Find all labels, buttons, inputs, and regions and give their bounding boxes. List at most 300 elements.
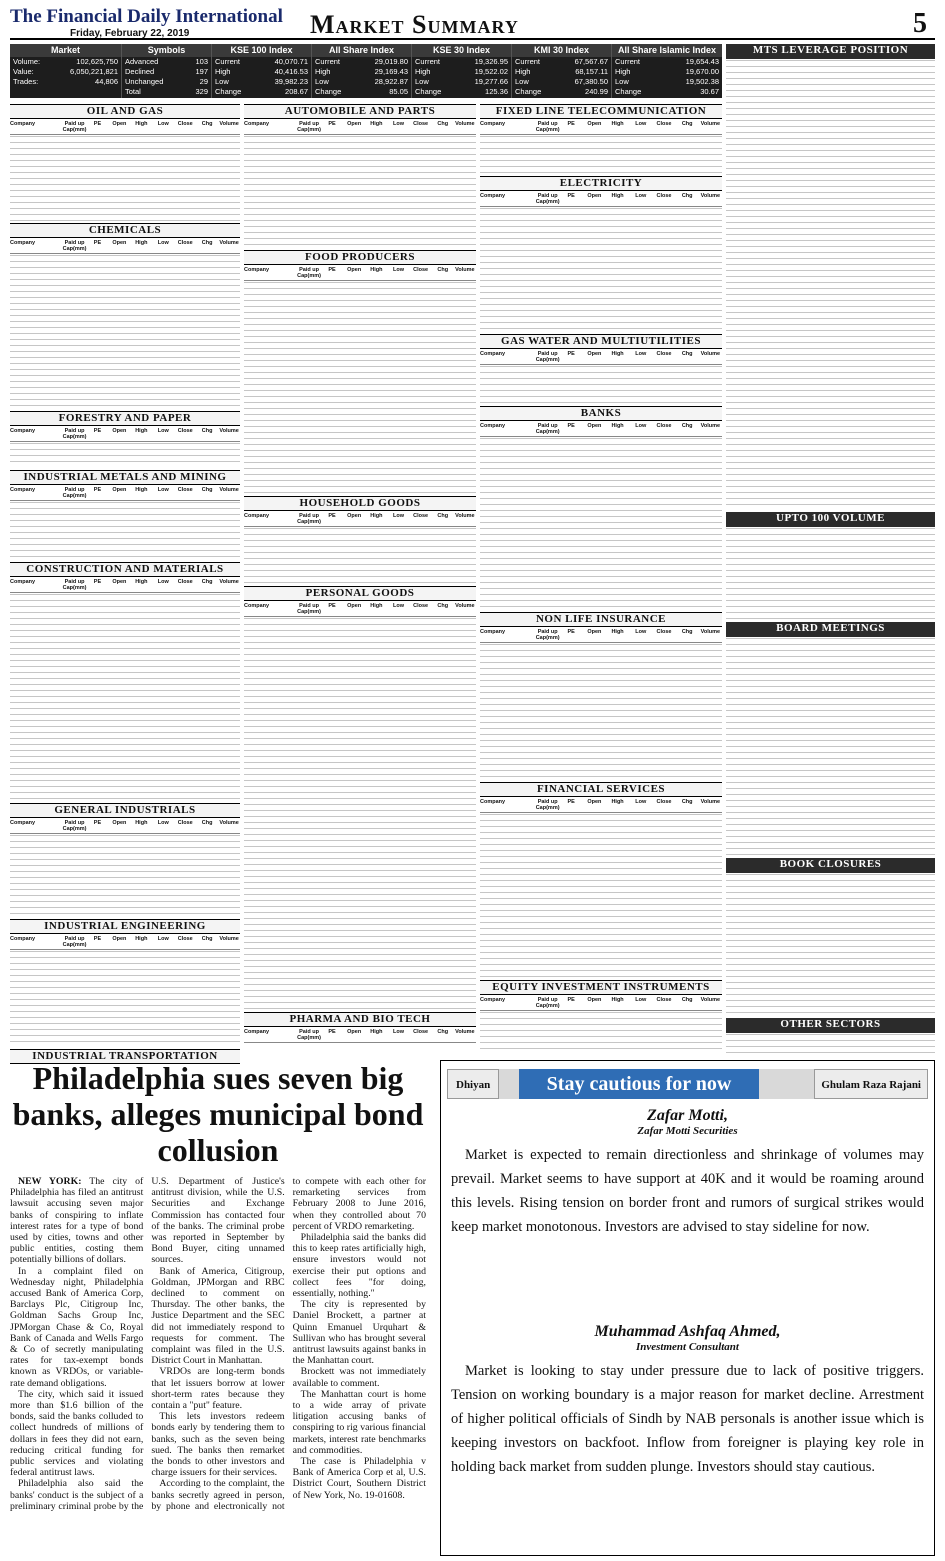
col: Volume xyxy=(700,193,721,199)
label: Value: xyxy=(13,67,34,76)
table-board-meetings xyxy=(726,638,935,856)
table-financial-services xyxy=(480,798,722,978)
page-number: 5 xyxy=(913,8,927,39)
label: Change xyxy=(615,87,642,96)
col: High xyxy=(611,997,624,1003)
value: 67,567.67 xyxy=(574,57,608,66)
section-pharma: PHARMA AND BIO TECH xyxy=(244,1012,476,1027)
section-other-sectors: OTHER SECTORS xyxy=(726,1018,935,1033)
label: Change xyxy=(215,87,242,96)
col: Close xyxy=(413,1029,429,1035)
col: Open xyxy=(587,121,602,127)
col: Open xyxy=(112,121,127,127)
table-gas-water xyxy=(480,350,722,404)
col: Open xyxy=(112,428,127,434)
article-paragraph: Bank of America, Citigroup, Goldman, JPMorgan and RBC declined to comment on Thursday. The other banks, the Justice Department and the SEC did not immediately respond to requests for comment. The complaint was filed in the U.S. District Court in Manhattan. xyxy=(151,1265,285,1367)
col: Company xyxy=(244,1029,270,1035)
table-rows xyxy=(726,874,935,1016)
table-rows xyxy=(480,644,722,780)
value: 197 xyxy=(195,67,208,76)
label: Trades: xyxy=(13,77,39,86)
col: Company xyxy=(480,423,506,429)
col: Low xyxy=(157,428,169,434)
col: Close xyxy=(656,799,672,805)
col: PE xyxy=(93,487,102,493)
col: PE xyxy=(328,121,336,127)
analyst-org: Zafar Motti Securities xyxy=(637,1125,738,1137)
column-banner xyxy=(447,1069,928,1099)
col: Close xyxy=(656,629,672,635)
article-paragraph: Philadelphia also said the banks' conduct is the subject of a preliminary criminal probe by the U.S. Department of Justice's antitrust division, while the U.S. Securities and Exchange Commission has contacted four of the banks. The criminal probe was reported in September by Bond Buyer, citing unnamed sources. xyxy=(10,1176,285,1512)
kse30-box-title: KSE 30 Index xyxy=(412,44,511,57)
table-mts-leverage xyxy=(726,60,935,510)
col: PE xyxy=(93,240,102,246)
col: High xyxy=(611,121,624,127)
label: Change xyxy=(315,87,342,96)
masthead xyxy=(10,6,935,40)
col: High xyxy=(370,1029,383,1035)
section-forestry-and-paper: FORESTRY AND PAPER xyxy=(10,411,240,426)
col: Open xyxy=(587,629,602,635)
col: Paid up Cap(mm) xyxy=(297,121,321,133)
label: Volume: xyxy=(13,57,41,66)
value: 67,380.50 xyxy=(574,77,608,86)
col: Close xyxy=(413,267,429,273)
col: Company xyxy=(480,121,506,127)
table-header xyxy=(10,578,240,593)
article-paragraph: This lets investors redeem bonds early by tendering them to banks, such as the seven being sued. The banks then remarket the bonds to other investors and charge issuers for their services. xyxy=(151,1411,285,1479)
col: Paid up Cap(mm) xyxy=(62,487,87,499)
col: PE xyxy=(328,603,336,609)
article-headline: Philadelphia sues seven big banks, alleges municipal bond collusion xyxy=(12,1060,424,1168)
label: Change xyxy=(415,87,442,96)
table-upto-100-volume xyxy=(726,528,935,620)
col: Company xyxy=(480,997,506,1003)
col: High xyxy=(611,351,624,357)
col: High xyxy=(135,487,148,493)
index-strip xyxy=(10,44,722,98)
col: High xyxy=(135,428,148,434)
table-banks xyxy=(480,422,722,610)
col: PE xyxy=(567,351,575,357)
table-automobile xyxy=(244,120,476,248)
label: High xyxy=(415,67,431,76)
value: 6,050,221,821 xyxy=(70,67,118,76)
value: 19,522.02 xyxy=(474,67,508,76)
label: Current xyxy=(415,57,441,66)
value: 125.36 xyxy=(485,87,508,96)
label: Current xyxy=(515,57,541,66)
value: 329 xyxy=(195,87,208,96)
col: Chg xyxy=(681,351,693,357)
col: High xyxy=(611,629,624,635)
col: Open xyxy=(112,487,127,493)
value: 44,806 xyxy=(95,77,118,86)
col: Paid up Cap(mm) xyxy=(62,579,87,591)
section-financial-services: FINANCIAL SERVICES xyxy=(480,782,722,797)
col: Low xyxy=(392,513,404,519)
col: Chg xyxy=(437,121,449,127)
col: Company xyxy=(10,579,36,585)
col: Volume xyxy=(700,629,721,635)
col: Paid up Cap(mm) xyxy=(297,513,321,525)
table-household-goods xyxy=(244,512,476,584)
col: Open xyxy=(347,513,362,519)
value: 19,277.66 xyxy=(474,77,508,86)
label: Low xyxy=(415,77,429,86)
column-byline: Ghulam Raza Rajani xyxy=(814,1069,928,1099)
col: Paid up Cap(mm) xyxy=(297,1029,321,1041)
article-paragraph xyxy=(10,1176,143,1266)
col: Open xyxy=(587,423,602,429)
table-rows xyxy=(480,1012,722,1052)
col: High xyxy=(370,121,383,127)
article-paragraph: Philadelphia said the banks did this to keep rates artificially high, ensure investors would not exercise their put options and collect fees "for doing, essentially, nothing." xyxy=(292,1232,426,1300)
col: High xyxy=(135,936,148,942)
col: Low xyxy=(157,579,169,585)
table-rows xyxy=(10,443,240,467)
col: PE xyxy=(567,121,575,127)
col: PE xyxy=(567,799,575,805)
analyst-org: Investment Consultant xyxy=(635,1341,739,1353)
col: Chg xyxy=(681,423,693,429)
table-general-industrials xyxy=(10,819,240,917)
col: Chg xyxy=(201,428,213,434)
value: 40,416.53 xyxy=(274,67,308,76)
symbols-box xyxy=(122,44,212,98)
market-box-title: Market xyxy=(10,44,121,57)
label: Low xyxy=(515,77,529,86)
page-title: Market Summary xyxy=(310,10,519,39)
table-header xyxy=(10,239,240,254)
value: 19,326.95 xyxy=(474,57,508,66)
col: Chg xyxy=(201,240,213,246)
table-rows xyxy=(244,282,476,494)
table-header xyxy=(480,798,722,813)
paper-name: The Financial Daily International xyxy=(10,6,283,27)
col: Volume xyxy=(455,267,475,273)
value: 102,625,750 xyxy=(76,57,118,66)
col: Close xyxy=(413,513,429,519)
col: Volume xyxy=(700,997,721,1003)
col: Chg xyxy=(681,193,693,199)
table-construction xyxy=(10,578,240,800)
value: 28,922.87 xyxy=(374,77,408,86)
table-header xyxy=(480,192,722,207)
col: Close xyxy=(177,936,193,942)
col: Low xyxy=(635,997,647,1003)
section-personal-goods: PERSONAL GOODS xyxy=(244,586,476,601)
label: Total xyxy=(125,87,141,96)
col: Paid up Cap(mm) xyxy=(535,193,560,205)
section-oil-and-gas: OIL AND GAS xyxy=(10,104,240,119)
label: Change xyxy=(515,87,542,96)
table-rows xyxy=(726,1034,935,1054)
table-rows xyxy=(726,528,935,620)
col: Open xyxy=(347,1029,362,1035)
col: Volume xyxy=(455,603,475,609)
label: Advanced xyxy=(125,57,159,66)
analyst-opinion: Market is expected to remain directionless and shrinkage of volumes may prevail. Market seems to have support at 40K and it would be roaming around this levels. Rising tension on border front and rumors of surgical strikes would keep market monotonous. Investors are advised to stay sideline for now. xyxy=(451,1147,924,1235)
value: 29,169.43 xyxy=(374,67,408,76)
article-paragraph: The city is represented by Daniel Brockett, a partner at Quinn Emanuel Urquhart & Sullivan who has brought several antitrust lawsuits against banks in the Manhattan court. xyxy=(292,1299,426,1367)
table-rows xyxy=(10,136,240,222)
table-rows xyxy=(244,136,476,248)
table-forestry-and-paper xyxy=(10,427,240,467)
table-oil-and-gas xyxy=(10,120,240,222)
table-header xyxy=(244,120,476,135)
col: High xyxy=(135,820,148,826)
col: Chg xyxy=(437,267,449,273)
col: Chg xyxy=(681,629,693,635)
column-tag: Dhiyan xyxy=(447,1069,499,1099)
col: Close xyxy=(177,820,193,826)
col: Volume xyxy=(455,1029,475,1035)
col: Close xyxy=(656,423,672,429)
table-header xyxy=(244,512,476,527)
col: Company xyxy=(10,121,36,127)
col: Open xyxy=(347,603,362,609)
table-rows xyxy=(244,528,476,584)
allshare-box-title: All Share Index xyxy=(312,44,411,57)
table-header xyxy=(10,120,240,135)
col: Company xyxy=(244,121,270,127)
col: Open xyxy=(112,820,127,826)
col: Paid up Cap(mm) xyxy=(62,428,87,440)
col: Close xyxy=(177,121,193,127)
value: 68,157.11 xyxy=(575,67,608,76)
value: 39,982.23 xyxy=(274,77,308,86)
table-header xyxy=(10,486,240,501)
col: Company xyxy=(244,267,270,273)
table-rows xyxy=(10,255,240,409)
col: PE xyxy=(328,513,336,519)
table-other-sectors xyxy=(726,1034,935,1054)
value: 19,654.43 xyxy=(685,57,719,66)
col: Low xyxy=(157,240,169,246)
table-rows xyxy=(244,618,476,1010)
table-fixed-line-telecom xyxy=(480,120,722,174)
col: Paid up Cap(mm) xyxy=(535,351,560,363)
col: Low xyxy=(635,121,647,127)
col: Volume xyxy=(455,121,475,127)
col: Volume xyxy=(219,428,239,434)
table-header xyxy=(480,350,722,365)
col: Company xyxy=(10,936,36,942)
col: Chg xyxy=(201,936,213,942)
col: High xyxy=(135,240,148,246)
section-food-producers: FOOD PRODUCERS xyxy=(244,250,476,265)
allshare-islamic-box xyxy=(612,44,722,98)
table-header xyxy=(244,266,476,281)
label: Current xyxy=(615,57,641,66)
col: Volume xyxy=(219,579,239,585)
col: Close xyxy=(413,603,429,609)
col: Open xyxy=(112,936,127,942)
col: PE xyxy=(93,579,102,585)
col: Company xyxy=(480,351,506,357)
col: PE xyxy=(93,936,102,942)
analyst-credit xyxy=(441,1107,934,1137)
col: Paid up Cap(mm) xyxy=(535,997,560,1009)
section-electricity: ELECTRICITY xyxy=(480,176,722,191)
table-rows xyxy=(10,502,240,560)
value: 85.05 xyxy=(389,87,408,96)
value: 208.67 xyxy=(285,87,308,96)
col: High xyxy=(370,603,383,609)
col: Chg xyxy=(201,487,213,493)
col: Close xyxy=(177,579,193,585)
col: Open xyxy=(347,267,362,273)
analyst-name: Zafar Motti, xyxy=(647,1107,728,1124)
allshare-islamic-box-title: All Share Islamic Index xyxy=(612,44,722,57)
col: Paid up Cap(mm) xyxy=(297,603,321,615)
col: Company xyxy=(244,513,270,519)
article-body xyxy=(10,1176,426,1512)
table-header xyxy=(244,602,476,617)
table-rows xyxy=(726,638,935,856)
col: Chg xyxy=(201,121,213,127)
analyst-section-2 xyxy=(441,1323,934,1479)
col: Volume xyxy=(455,513,475,519)
section-household-goods: HOUSEHOLD GOODS xyxy=(244,496,476,511)
table-header xyxy=(10,935,240,950)
kse30-box xyxy=(412,44,512,98)
col: Chg xyxy=(437,1029,449,1035)
section-non-life-insurance: NON LIFE INSURANCE xyxy=(480,612,722,627)
dateline: NEW YORK: xyxy=(18,1176,82,1187)
col: Volume xyxy=(219,487,239,493)
col: Low xyxy=(157,121,169,127)
section-automobile: AUTOMOBILE AND PARTS xyxy=(244,104,476,119)
col: Open xyxy=(587,351,602,357)
col: Paid up Cap(mm) xyxy=(62,240,87,252)
section-fixed-line-telecom: FIXED LINE TELECOMMUNICATION xyxy=(480,104,722,119)
col: High xyxy=(611,193,624,199)
col: PE xyxy=(328,267,336,273)
col: Company xyxy=(244,603,270,609)
table-equity-investment xyxy=(480,996,722,1052)
article-paragraph: VRDOs are long-term bonds that let issuers borrow at lower short-term rates because they contain a "put" feature. xyxy=(151,1366,285,1412)
section-gas-water: GAS WATER AND MULTIUTILITIES xyxy=(480,334,722,349)
col: Paid up Cap(mm) xyxy=(62,121,87,133)
col: Volume xyxy=(219,820,239,826)
col: Close xyxy=(177,428,193,434)
col: Chg xyxy=(201,579,213,585)
col: Close xyxy=(656,193,672,199)
section-book-closures: BOOK CLOSURES xyxy=(726,858,935,873)
col: Paid up Cap(mm) xyxy=(62,820,87,832)
col: Company xyxy=(10,487,36,493)
value: 40,070.71 xyxy=(274,57,308,66)
table-rows xyxy=(480,208,722,332)
value: 29,019.80 xyxy=(374,57,408,66)
label: Low xyxy=(215,77,229,86)
col: Low xyxy=(157,936,169,942)
table-food-producers xyxy=(244,266,476,494)
value: 29 xyxy=(199,77,208,86)
issue-date: Friday, February 22, 2019 xyxy=(70,28,190,39)
table-industrial-engineering xyxy=(10,935,240,1047)
col: Low xyxy=(392,121,404,127)
analyst-name: Muhammad Ashfaq Ahmed, xyxy=(594,1323,781,1340)
col: Low xyxy=(392,1029,404,1035)
table-industrial-metals xyxy=(10,486,240,560)
col: PE xyxy=(93,121,102,127)
col: Low xyxy=(392,603,404,609)
value: 240.99 xyxy=(585,87,608,96)
allshare-box xyxy=(312,44,412,98)
col: Chg xyxy=(201,820,213,826)
label: High xyxy=(315,67,331,76)
col: Paid up Cap(mm) xyxy=(535,121,560,133)
table-rows xyxy=(10,835,240,917)
table-rows xyxy=(480,438,722,610)
article-paragraph: Brockett was not immediately available to comment. xyxy=(292,1366,426,1389)
col: Low xyxy=(635,799,647,805)
col: PE xyxy=(567,193,575,199)
col: Low xyxy=(635,423,647,429)
section-mts-leverage: MTS LEVERAGE POSITION xyxy=(726,44,935,59)
col: Volume xyxy=(219,240,239,246)
col: Company xyxy=(480,193,506,199)
col: Open xyxy=(112,579,127,585)
col: PE xyxy=(567,997,575,1003)
kse100-box xyxy=(212,44,312,98)
label: High xyxy=(215,67,231,76)
symbols-box-title: Symbols xyxy=(122,44,211,57)
section-general-industrials: GENERAL INDUSTRIALS xyxy=(10,803,240,818)
analyst-opinion: Market is looking to stay under pressure due to lack of positive triggers. Tension on working boundary is a major reason for market decline. Arrestment of higher political officials of Sindh by NAB personals is another issue which is keeping investors on backfoot. Inflow from foreigner is playing key role in holding back market from sudden plunge. Investors should stay cautious. xyxy=(451,1363,924,1475)
col: High xyxy=(611,799,624,805)
col: PE xyxy=(93,428,102,434)
label: Unchanged xyxy=(125,77,164,86)
col: Low xyxy=(635,351,647,357)
col: Paid up Cap(mm) xyxy=(297,267,321,279)
table-personal-goods xyxy=(244,602,476,1010)
label: Current xyxy=(315,57,341,66)
value: 19,670.00 xyxy=(685,67,719,76)
table-pharma xyxy=(244,1028,476,1054)
col: Close xyxy=(413,121,429,127)
col: Open xyxy=(112,240,127,246)
col: Volume xyxy=(219,936,239,942)
col: Open xyxy=(347,121,362,127)
col: Paid up Cap(mm) xyxy=(62,936,87,948)
col: Paid up Cap(mm) xyxy=(535,799,560,811)
col: Close xyxy=(656,121,672,127)
col: Chg xyxy=(437,603,449,609)
article-paragraph: According to the complaint, the banks secretly agreed in person, by phone and electronically not to compete with each other for remarketing services from February 2008 to June 2016, when they controlled about 70 percent of VRDO remarketing. xyxy=(151,1176,426,1512)
label: Current xyxy=(215,57,241,66)
table-electricity xyxy=(480,192,722,332)
col: Volume xyxy=(700,121,721,127)
analyst-column xyxy=(440,1060,935,1556)
paragraph-text: The city of Philadelphia has filed an antitrust lawsuit accusing seven major banks of conspiring to inflate interest rates for a type of bond used by cities, towns and other public entities, costing them potentially billions of dollars. xyxy=(10,1176,144,1266)
section-industrial-metals: INDUSTRIAL METALS AND MINING xyxy=(10,470,240,485)
section-equity-investment: EQUITY INVESTMENT INSTRUMENTS xyxy=(480,980,722,995)
kmi30-box-title: KMI 30 Index xyxy=(512,44,611,57)
section-board-meetings: BOARD MEETINGS xyxy=(726,622,935,637)
col: Low xyxy=(635,629,647,635)
col: PE xyxy=(328,1029,336,1035)
col: Volume xyxy=(700,423,721,429)
section-banks: BANKS xyxy=(480,406,722,421)
col: Chg xyxy=(437,513,449,519)
section-industrial-engineering: INDUSTRIAL ENGINEERING xyxy=(10,919,240,934)
kmi30-box xyxy=(512,44,612,98)
table-header xyxy=(480,120,722,135)
